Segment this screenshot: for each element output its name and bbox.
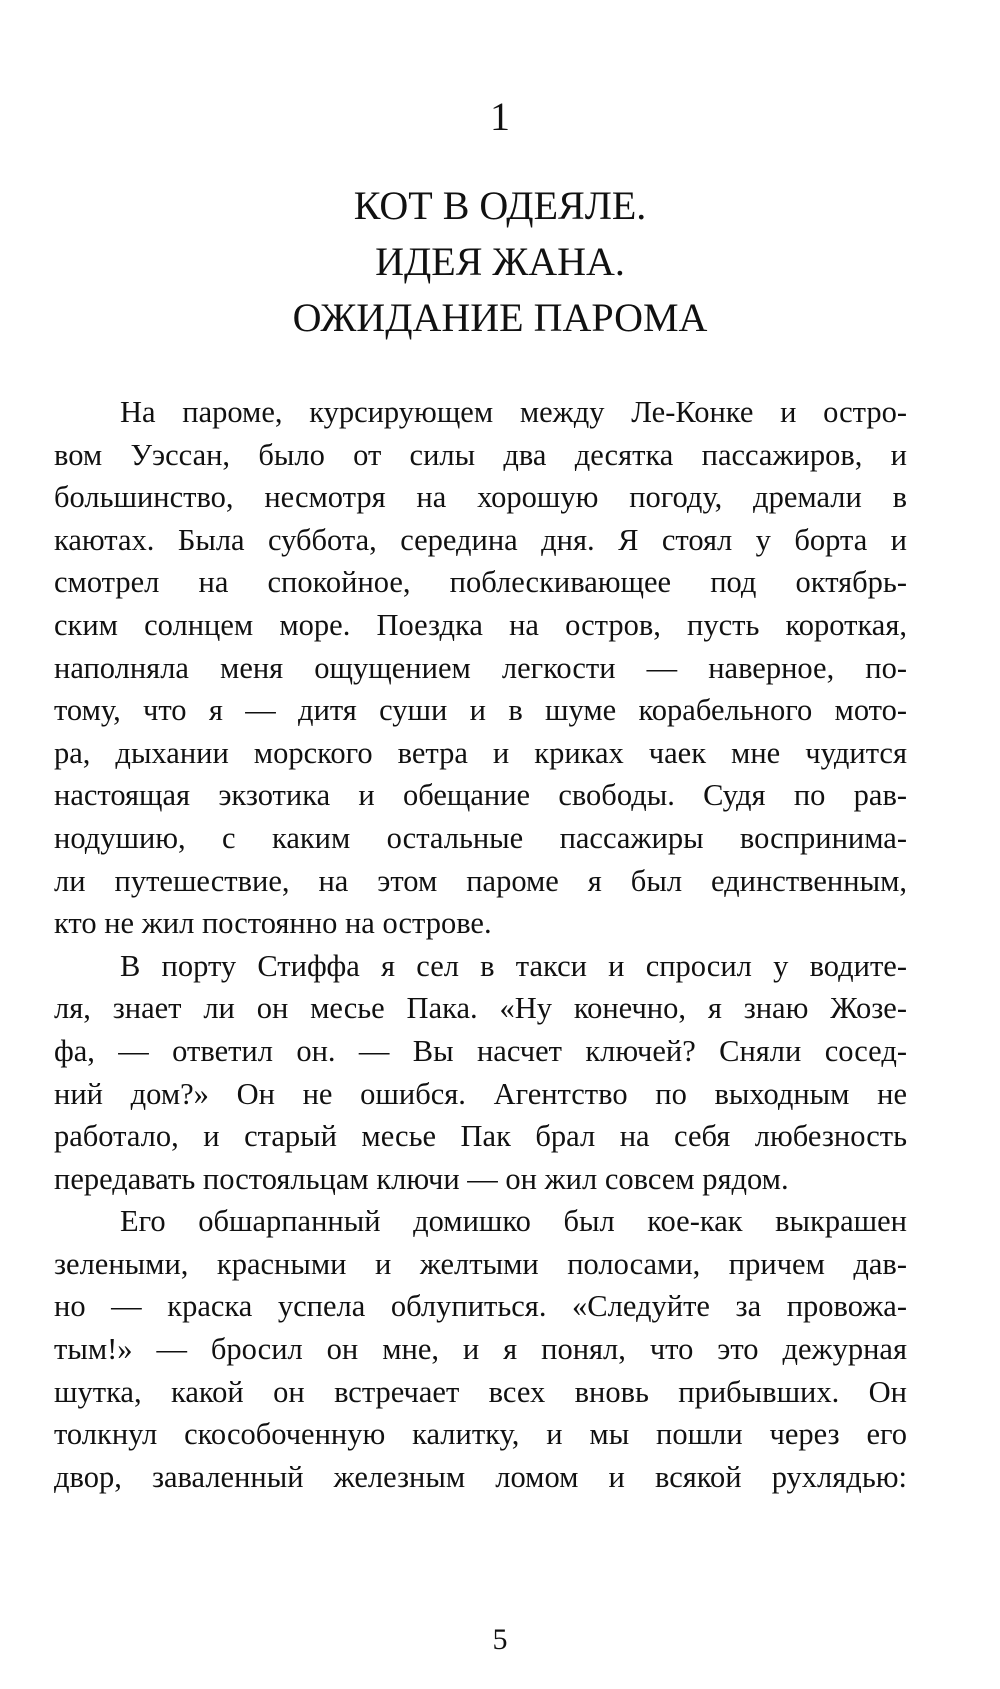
text-line: двор, заваленный железным ломом и всякой рухлядью: xyxy=(54,1459,907,1494)
text-line: но — краска успела облупиться. «Следуйте за провожа- xyxy=(54,1289,907,1324)
text-line: ским солнцем море. Поездка на остров, пусть короткая, xyxy=(54,607,907,642)
text-line: настоящая экзотика и обещание свободы. Судя по рав- xyxy=(54,778,907,813)
page-number: 5 xyxy=(492,1623,508,1656)
body-text xyxy=(54,391,907,1498)
text-line: Его обшарпанный домишко был кое-как выкрашен xyxy=(120,1204,907,1239)
chapter-title-line: КОТ В ОДЕЯЛЕ. xyxy=(353,183,647,228)
text-line: тому, что я — дитя суши и в шуме корабельного мото- xyxy=(54,693,907,728)
chapter-number: 1 xyxy=(490,94,510,139)
chapter-title xyxy=(0,178,1000,346)
text-line: ли путешествие, на этом пароме я был единственным, xyxy=(54,863,907,898)
text-line: В порту Стиффа я сел в такси и спросил у водите- xyxy=(120,948,907,983)
text-line: наполняла меня ощущением легкости — наверное, по- xyxy=(54,650,907,685)
paragraph xyxy=(54,945,907,1201)
text-line: тым!» — бросил он мне, и я понял, что это дежурная xyxy=(54,1332,907,1367)
chapter-title-line: ОЖИДАНИЕ ПАРОМА xyxy=(292,295,708,340)
text-line: На пароме, курсирующем между Ле-Конке и остро- xyxy=(120,395,907,429)
chapter-title-line: ИДЕЯ ЖАНА. xyxy=(375,239,625,284)
text-line: нодушию, с каким остальные пассажиры воспринима- xyxy=(54,820,907,855)
text-line: смотрел на спокойное, поблескивающее под октябрь- xyxy=(54,565,907,600)
text-line: передавать постояльцам ключи — он жил совсем рядом. xyxy=(54,1161,789,1196)
paragraph xyxy=(54,391,907,945)
text-line: ний дом?» Он не ошибся. Агентство по выходным не xyxy=(54,1076,907,1111)
text-line: шутка, какой он встречает всех вновь прибывших. Он xyxy=(54,1374,907,1409)
text-line: кто не жил постоянно на острове. xyxy=(54,906,492,941)
text-line: фа, — ответил он. — Вы насчет ключей? Сняли сосед- xyxy=(54,1033,907,1068)
text-line: работало, и старый месье Пак брал на себя любезность xyxy=(54,1119,907,1154)
text-line: зелеными, красными и желтыми полосами, причем дав- xyxy=(54,1246,907,1281)
text-line: ра, дыхании морского ветра и криках чаек мне чудится xyxy=(54,735,907,770)
paragraph xyxy=(54,1200,907,1498)
text-line: каютах. Была суббота, середина дня. Я стоял у борта и xyxy=(54,522,907,557)
text-line: толкнул скособоченную калитку, и мы пошли через его xyxy=(54,1417,907,1452)
text-line: большинство, несмотря на хорошую погоду, дремали в xyxy=(54,480,907,515)
text-line: ля, знает ли он месье Пака. «Ну конечно, я знаю Жозе- xyxy=(54,991,907,1026)
text-line: вом Уэссан, было от силы два десятка пассажиров, и xyxy=(54,437,907,472)
